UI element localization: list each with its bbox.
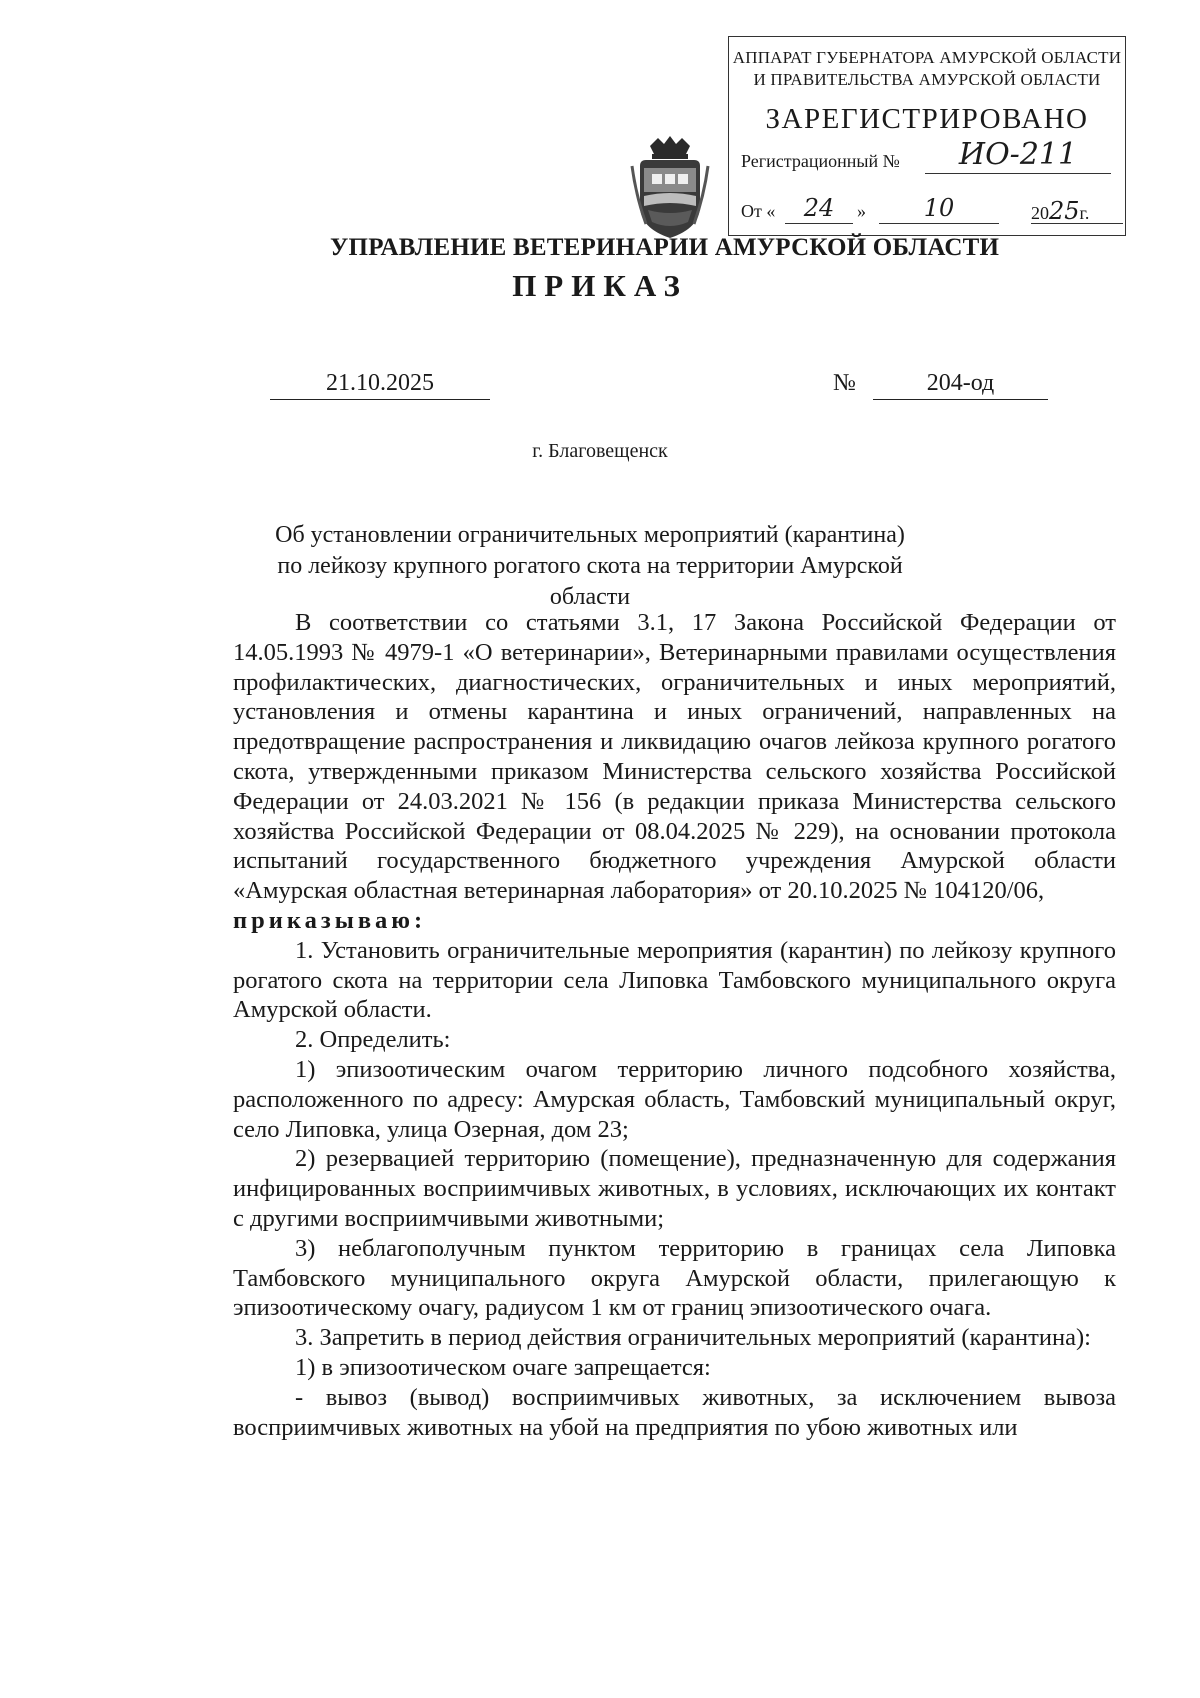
- order-number: 204-од: [873, 370, 1048, 400]
- organization-name: УПРАВЛЕНИЕ ВЕТЕРИНАРИИ АМУРСКОЙ ОБЛАСТИ: [330, 234, 1000, 261]
- registration-stamp: [728, 36, 1126, 236]
- stamp-org-line1: АППАРАТ ГУБЕРНАТОРА АМУРСКОЙ ОБЛАСТИ: [732, 48, 1122, 67]
- order-word: приказываю:: [233, 906, 427, 934]
- stamp-year: [1031, 197, 1123, 224]
- stamp-from-label: [741, 201, 775, 222]
- stamp-year-unit: г.: [1079, 203, 1090, 223]
- stamp-reg-number: ИО-211: [925, 137, 1111, 174]
- preamble-paragraph: В соответствии со статьями 3.1, 17 Закона Российской Федерации от 14.05.1993 № 4979-1 «О ветеринарии», Ветеринарными правилами осуществления профилактических, диагностических, ограничительных и иных мероприятий, установления и отмены карантина и иных ограничений, направленных на предотвращение распространения и ликвидацию очагов лейкоза крупного рогатого скота, утвержденными приказом Министерства сельского хозяйства Российской Федерации от 24.03.2021 № 156 (в редакции приказа Министерства сельского хозяйства Российской Федерации от 08.04.2025 № 229), на основании протокола испытаний государственного бюджетного учреждения Амурской области «Амурская областная ветеринарная лаборатория» от 20.10.2025 № 104120/06,: [233, 609, 1116, 905]
- stamp-from-text: От «: [741, 201, 776, 221]
- stamp-month: 10: [879, 197, 999, 224]
- stamp-year-suffix: 25: [1049, 197, 1080, 225]
- coat-of-arms-icon: [630, 136, 710, 240]
- stamp-quote-close: »: [857, 201, 866, 221]
- paragraph-3: 3. Запретить в период действия ограничительных мероприятий (карантина):: [295, 1324, 1091, 1352]
- city: г. Благовещенск: [532, 440, 668, 462]
- number-sign: №: [833, 370, 856, 396]
- stamp-year-prefix: 20: [1031, 203, 1049, 223]
- paragraph-2-2: 2) резервацией территорию (помещение), предназначенную для содержания инфицированных восприимчивых животных, в условиях, исключающих их контакт с другими восприимчивыми животными;: [233, 1145, 1116, 1232]
- paragraph-2-1: 1) эпизоотическим очагом территорию личного подсобного хозяйства, расположенного по адресу: Амурская область, Тамбовский муниципальный округ, село Липовка, улица Озерная, дом 23;: [233, 1055, 1116, 1143]
- order-subject: Об установлении ограничительных мероприятий (карантина) по лейкозу крупного рогатого скота на территории Амурской области: [275, 522, 905, 610]
- paragraph-3-1-a: - вывоз (вывод) восприимчивых животных, за исключением вывоза восприимчивых животных на убой на предприятия по убою животных или: [233, 1383, 1116, 1441]
- paragraph-2: 2. Определить:: [295, 1026, 451, 1054]
- stamp-day: 24: [785, 197, 853, 224]
- stamp-org-line2: И ПРАВИТЕЛЬСТВА АМУРСКОЙ ОБЛАСТИ: [753, 70, 1101, 89]
- order-word-paragraph: [233, 906, 1116, 936]
- paragraph-3-1: 1) в эпизоотическом очаге запрещается:: [295, 1353, 711, 1381]
- order-body: [233, 608, 1116, 1442]
- document-type: ПРИКАЗ: [512, 268, 688, 303]
- stamp-reg-label: Регистрационный №: [741, 151, 900, 171]
- paragraph-1: 1. Установить ограничительные мероприятия (карантин) по лейкозу крупного рогатого скота на территории села Липовка Тамбовского муниципального округа Амурской области.: [233, 936, 1116, 1024]
- stamp-title: ЗАРЕГИСТРИРОВАНО: [765, 103, 1089, 135]
- paragraph-2-3: 3) неблагополучным пунктом территорию в границах села Липовка Тамбовского муниципального округа Амурской области, прилегающую к эпизоотическому очагу, радиусом 1 км от границ эпизоотического очага.: [233, 1234, 1116, 1322]
- order-date: 21.10.2025: [270, 370, 490, 400]
